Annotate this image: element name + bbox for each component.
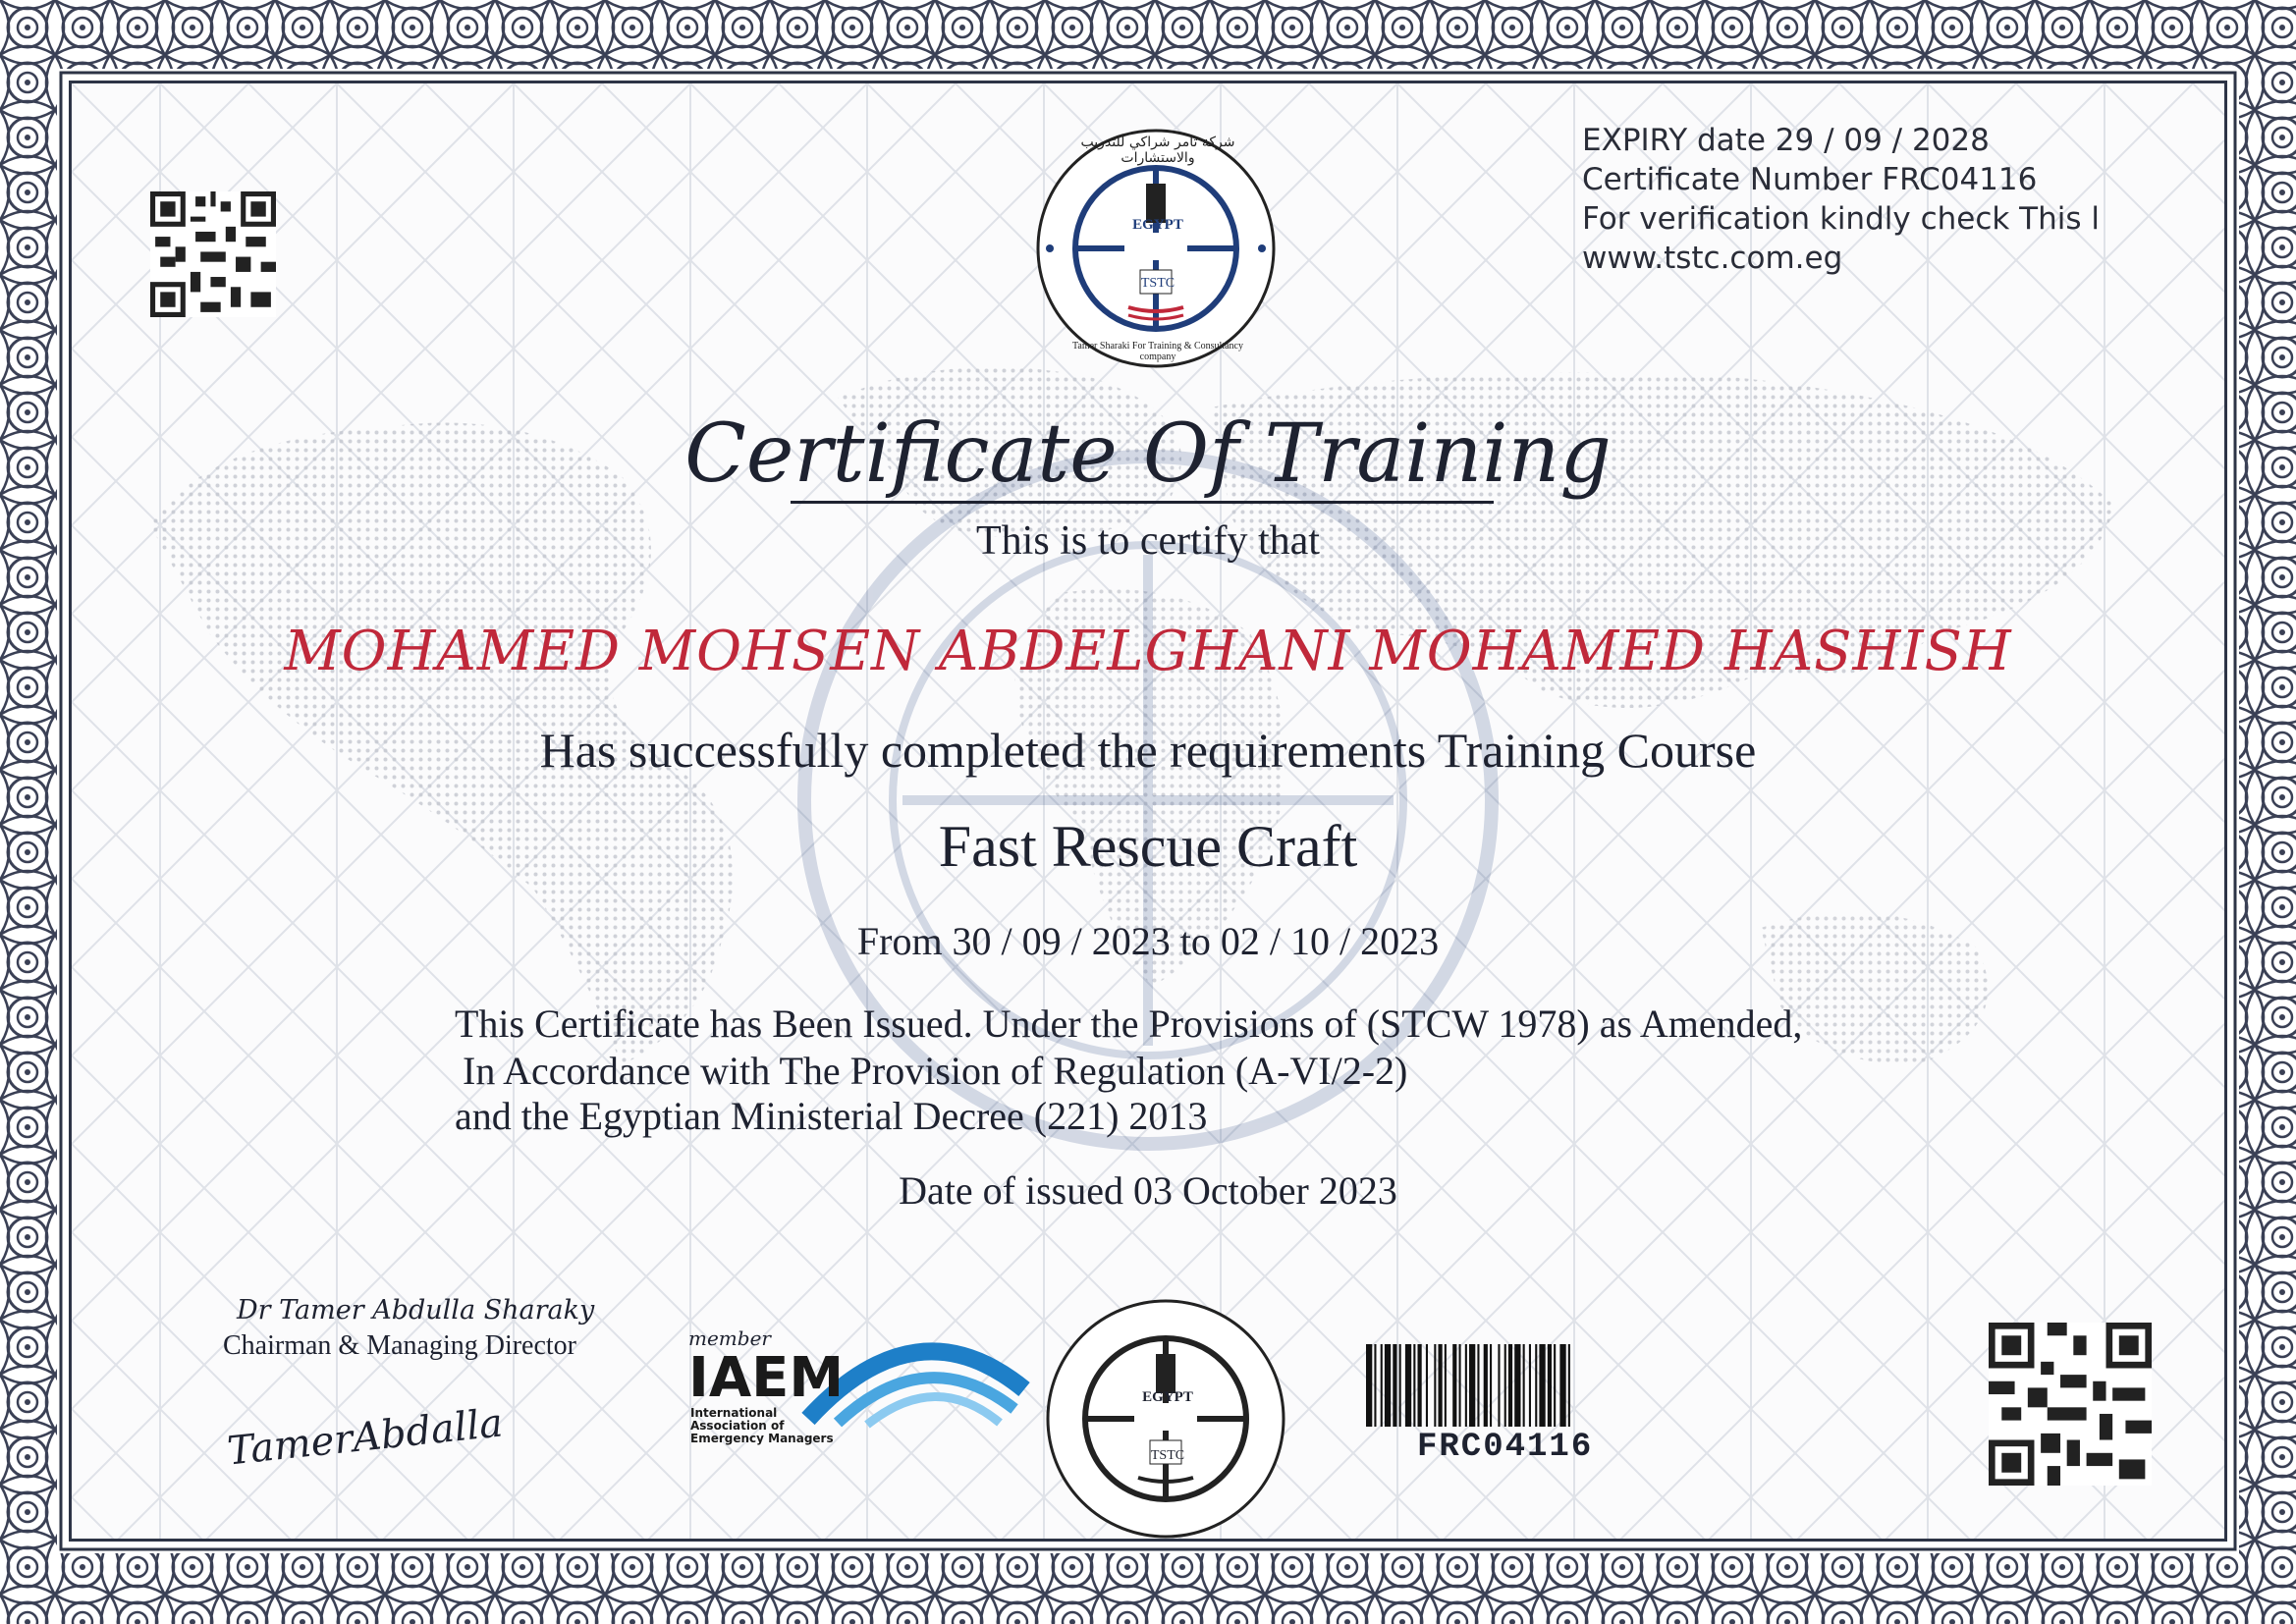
barcode-bar	[1490, 1344, 1492, 1427]
barcode-bar	[1469, 1344, 1475, 1427]
completion-line: Has successfully completed the requirements Training Course	[539, 723, 1757, 778]
provisions-line-1: This Certificate has Been Issued. Under the Provisions of (STCW 1978) as Amended,	[455, 1001, 1803, 1046]
barcode-bar	[1439, 1344, 1443, 1427]
verification-note: For verification kindly check This l	[1582, 201, 2100, 237]
barcode-bar	[1445, 1344, 1447, 1427]
barcode-bar	[1508, 1344, 1512, 1427]
barcode-bar	[1548, 1344, 1552, 1427]
barcode-bar	[1529, 1344, 1531, 1427]
qr-code-top	[150, 191, 276, 317]
title-underline	[791, 501, 1494, 504]
barcode-bar	[1366, 1344, 1372, 1427]
tstc-logo-bottom	[1040, 1293, 1291, 1542]
iaem-member-label: member	[688, 1326, 771, 1350]
signatory-name: Dr Tamer Abdulla Sharaky	[237, 1295, 595, 1326]
barcode-bar	[1523, 1344, 1525, 1427]
signatory-role: Chairman & Managing Director	[223, 1330, 577, 1361]
barcode-bar	[1374, 1344, 1376, 1427]
barcode-bar	[1554, 1344, 1556, 1427]
website-link[interactable]: www.tstc.com.eg	[1582, 241, 1843, 276]
barcode-bar	[1477, 1344, 1479, 1427]
barcode-bar	[1465, 1344, 1467, 1427]
iaem-logo-text: IAEM	[688, 1346, 845, 1410]
barcode-bar	[1498, 1344, 1500, 1427]
certificate-body	[69, 81, 2227, 1542]
barcode-bar	[1393, 1344, 1396, 1427]
barcode-bar	[1452, 1344, 1456, 1427]
barcode-bar	[1514, 1344, 1520, 1427]
expiry-date: EXPIRY date 29 / 09 / 2028	[1582, 123, 1990, 158]
qr-code-bottom	[1989, 1323, 2152, 1486]
logo-english: Tamer Sharaki For Training & Consultancy company	[1071, 341, 1243, 362]
seal-abbr: TSTC	[1150, 1448, 1185, 1463]
barcode-bar	[1535, 1344, 1537, 1427]
barcode-bar	[1434, 1344, 1436, 1427]
iaem-name-line-3: Emergency Managers	[690, 1432, 834, 1445]
barcode	[1362, 1344, 1716, 1433]
barcode-bar	[1426, 1344, 1428, 1427]
barcode-bar	[1413, 1344, 1415, 1427]
iaem-full-name	[690, 1407, 834, 1445]
certificate-number: Certificate Number FRC04116	[1582, 162, 2038, 197]
barcode-bar	[1418, 1344, 1422, 1427]
course-name: Fast Rescue Craft	[938, 814, 1358, 879]
signature: TamerAbdalla	[225, 1400, 506, 1475]
barcode-bar	[1405, 1344, 1411, 1427]
barcode-bar	[1568, 1344, 1570, 1427]
barcode-bar	[1385, 1344, 1391, 1427]
logo-abbr: TSTC	[1140, 276, 1175, 291]
logo-arabic: شركة تامر شراكي للتدريب والاستشارات	[1080, 135, 1235, 166]
certificate-title: Certificate Of Training	[684, 407, 1612, 501]
provisions-line-3: and the Egyptian Ministerial Decree (221) 2013	[455, 1094, 1208, 1138]
course-dates: From 30 / 09 / 2023 to 02 / 10 / 2023	[856, 919, 1440, 963]
barcode-bar	[1504, 1344, 1506, 1427]
barcode-bar	[1539, 1344, 1545, 1427]
barcode-bar	[1459, 1344, 1461, 1427]
recipient-name: MOHAMED MOHSEN ABDELGHANI MOHAMED HASHISH	[284, 620, 2012, 683]
provisions-line-2: In Accordance with The Provision of Regulation (A-VI/2-2)	[463, 1049, 1408, 1093]
iaem-name-line-2: Association of	[690, 1419, 785, 1433]
iaem-name-line-1: International	[690, 1406, 778, 1420]
logo-country: EGYPT	[1132, 217, 1183, 233]
issue-date: Date of issued 03 October 2023	[899, 1168, 1397, 1213]
barcode-text: FRC04116	[1417, 1429, 1594, 1466]
certify-line: This is to certify that	[976, 518, 1320, 564]
seal-country: EGYPT	[1142, 1389, 1193, 1405]
barcode-bar	[1381, 1344, 1383, 1427]
certificate-info	[1582, 121, 2100, 278]
barcode-bar	[1559, 1344, 1565, 1427]
barcode-bar	[1399, 1344, 1401, 1427]
barcode-bar	[1484, 1344, 1488, 1427]
